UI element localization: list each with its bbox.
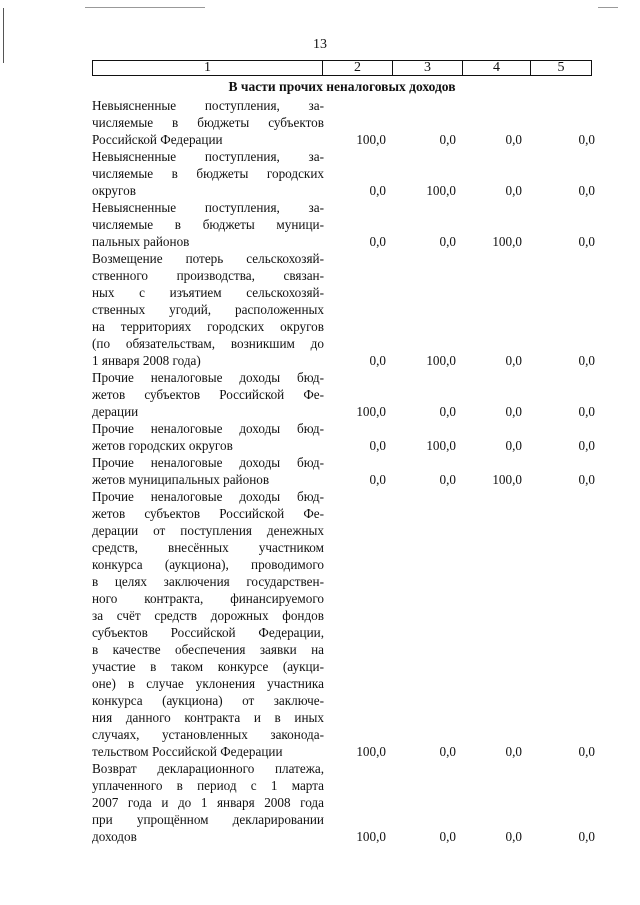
row-description-line: округов [92,183,136,198]
row-value-col-3: 0,0 [439,132,456,147]
row-description-line: случаях, установленных законода- [92,727,324,742]
row-description [92,148,324,199]
row-value-col-5: 0,0 [578,829,595,844]
row-description-line: при упрощённом декларировании [92,812,324,827]
row-description-line: Невыясненные поступления, за- [92,200,324,215]
row-description-line: Прочие неналоговые доходы бюд- [92,370,324,385]
row-description [92,250,324,369]
row-description-line: дерации от поступления денежных [92,523,324,538]
header-cell-3: 3 [393,61,463,75]
row-description-line: 1 января 2008 года) [92,353,201,368]
page-number: 13 [313,37,327,52]
row-value-col-4: 0,0 [505,353,522,368]
row-description-line: дерации [92,404,139,419]
row-description-line: субъектов Российской Федерации, [92,625,324,640]
row-description [92,97,324,148]
table-row [92,420,612,454]
row-value-col-5: 0,0 [578,438,595,453]
row-value-col-5: 0,0 [578,472,595,487]
row-description-line: числяемые в бюджеты субъектов [92,115,324,130]
row-description-line: числяемые в бюджеты муници- [92,217,324,232]
row-description [92,488,324,760]
row-description-line: (по обязательствам, возникшим до [92,336,324,351]
table-row [92,97,612,148]
row-description-line: Российской Федерации [92,132,223,147]
row-description-line: оне) в случае уклонения участника [92,676,324,691]
row-description-line: на территориях городских округов [92,319,324,334]
row-value-col-5: 0,0 [578,404,595,419]
row-value-col-2: 100,0 [356,132,386,147]
row-description [92,369,324,420]
row-value-col-2: 100,0 [356,404,386,419]
header-cell-4: 4 [463,61,531,75]
row-description-line: за счёт средств дорожных фондов [92,608,324,623]
row-description [92,760,324,845]
row-description-line: ния данного контракта и в иных [92,710,324,725]
row-value-col-4: 100,0 [492,472,522,487]
row-value-col-2: 0,0 [369,183,386,198]
row-description-line: числяемые в бюджеты городских [92,166,324,181]
row-description-line: средств, внесённых участником [92,540,324,555]
row-value-col-3: 0,0 [439,404,456,419]
row-description [92,199,324,250]
row-value-col-2: 0,0 [369,472,386,487]
row-value-col-4: 0,0 [505,438,522,453]
row-value-col-2: 100,0 [356,744,386,759]
row-value-col-4: 0,0 [505,829,522,844]
header-cell-5: 5 [557,60,565,75]
table-row [92,148,612,199]
row-description-line: тельством Российской Федерации [92,744,283,759]
row-description-line: Невыясненные поступления, за- [92,98,324,113]
row-value-col-3: 100,0 [426,353,456,368]
row-description-line: жетов субъектов Российской Фе- [92,387,324,402]
row-description-line: пальных районов [92,234,190,249]
table-row [92,760,612,845]
row-value-col-2: 0,0 [369,234,386,249]
row-description-line: в целях заключения государствен- [92,574,324,589]
row-description-line: Возврат декларационного платежа, [92,761,324,776]
row-value-col-5: 0,0 [578,183,595,198]
row-value-col-5: 0,0 [578,132,595,147]
row-description-line: ственных угодий, расположенных [92,302,324,317]
row-value-col-3: 100,0 [426,183,456,198]
row-description-line: Прочие неналоговые доходы бюд- [92,489,324,504]
scan-edge-mark [598,7,618,8]
row-description-line: 2007 года и до 1 января 2008 года [92,795,324,810]
header-cell-1: 1 [93,61,323,75]
row-description-line: жетов субъектов Российской Фе- [92,506,324,521]
row-value-col-3: 100,0 [426,438,456,453]
row-description-line: ного контракта, финансируемого [92,591,324,606]
row-value-col-2: 0,0 [369,353,386,368]
header-cell-2: 2 [323,61,393,75]
row-value-col-4: 0,0 [505,132,522,147]
table-row [92,454,612,488]
row-description-line: ных с изъятием сельскохозяй- [92,285,324,300]
row-description-line: Возмещение потерь сельскохозяй- [92,251,324,266]
row-value-col-4: 0,0 [505,183,522,198]
row-description-line: конкурса (аукциона) от заключе- [92,693,324,708]
row-description-line: Прочие неналоговые доходы бюд- [92,421,324,436]
row-description-line: уплаченного в период с 1 марта [92,778,324,793]
row-description-line: жетов городских округов [92,438,233,453]
row-description-line: участие в таком конкурсе (аукци- [92,659,324,674]
row-description-line: ственного производства, связан- [92,268,324,283]
row-value-col-3: 0,0 [439,234,456,249]
row-value-col-5: 0,0 [578,744,595,759]
row-value-col-4: 0,0 [505,404,522,419]
table-row [92,250,612,369]
row-value-col-2: 0,0 [369,438,386,453]
row-description-line: Прочие неналоговые доходы бюд- [92,455,324,470]
row-value-col-2: 100,0 [356,829,386,844]
table-row [92,488,612,760]
row-description-line: доходов [92,829,137,844]
row-description-line: Невыясненные поступления, за- [92,149,324,164]
row-value-col-5: 0,0 [578,234,595,249]
row-value-col-3: 0,0 [439,472,456,487]
row-description-line: жетов муниципальных районов [92,472,270,487]
row-description-line: конкурса (аукциона), проводимого [92,557,324,572]
section-title: В части прочих неналоговых доходов [228,79,456,94]
row-description-line: в качестве обеспечения заявки на [92,642,324,657]
scan-edge-mark [3,8,4,63]
scan-edge-mark [85,7,205,8]
row-value-col-3: 0,0 [439,829,456,844]
row-value-col-4: 0,0 [505,744,522,759]
table-header-row [92,60,592,76]
row-value-col-4: 100,0 [492,234,522,249]
row-value-col-5: 0,0 [578,353,595,368]
table-row [92,199,612,250]
income-table-body [92,97,612,845]
row-description [92,420,324,454]
row-description [92,454,324,488]
table-row [92,369,612,420]
row-value-col-3: 0,0 [439,744,456,759]
